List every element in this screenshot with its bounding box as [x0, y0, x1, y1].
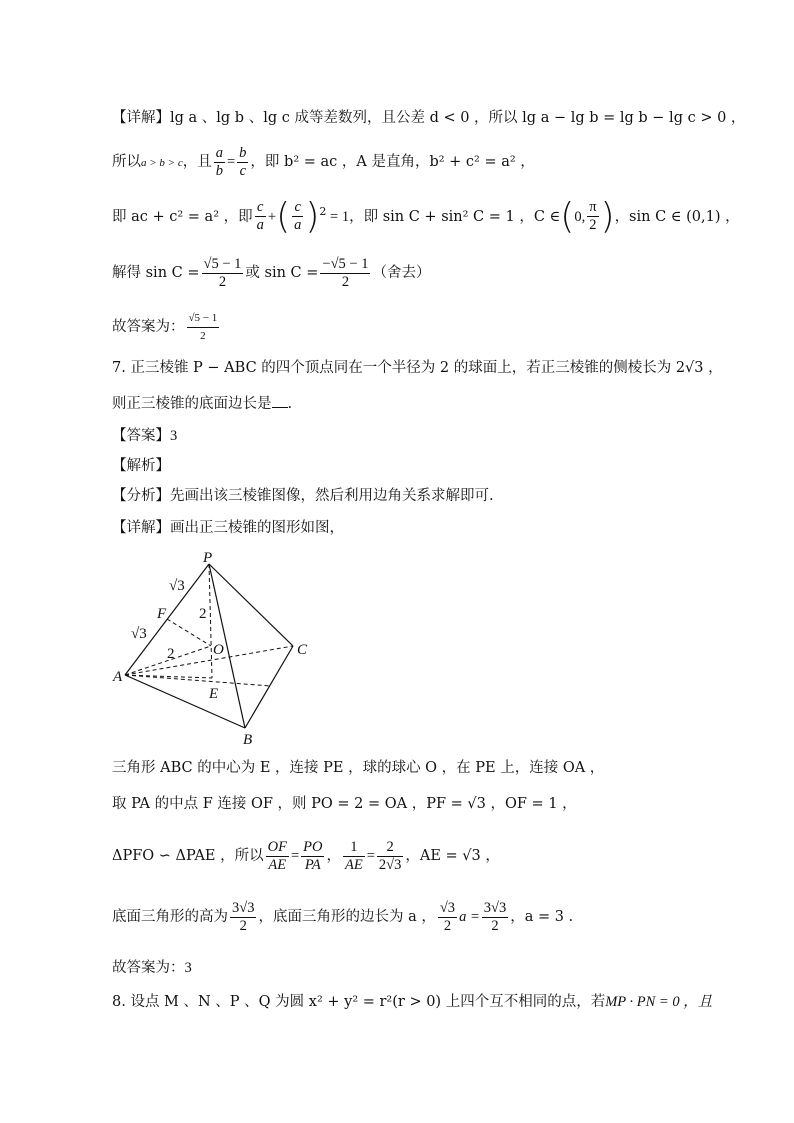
denominator: a — [294, 217, 302, 234]
edge-BC — [245, 646, 293, 728]
solution-text: ΔPFO ∽ ΔPAE ，所以 — [112, 848, 264, 864]
fraction-PO-over-PA — [301, 839, 324, 874]
text-segment: 或 sin C = — [245, 265, 319, 281]
detail-7-line — [112, 518, 344, 538]
answer-blank — [272, 395, 288, 408]
line-AE-hidden — [125, 675, 212, 678]
fraction-c-over-a — [255, 199, 266, 234]
fraction-b-over-c — [237, 145, 248, 180]
solution-line-1 — [112, 758, 604, 778]
denominator-root: √3 — [386, 856, 402, 873]
detail-line-4 — [112, 252, 430, 294]
text-segment: ，即 b² = ac ，A 是直角，b² + c² = a² ， — [250, 154, 535, 170]
detail-text: 画出正三棱锥的图形如图， — [170, 520, 344, 536]
numerator: c — [292, 199, 303, 217]
numerator: π — [589, 199, 597, 216]
numerator-root: √5 — [203, 255, 219, 272]
fraction-1-over-AE — [343, 839, 365, 874]
text-segment: 解得 sin C = — [112, 265, 200, 281]
denominator: 2 — [218, 273, 227, 290]
edge-AB — [125, 675, 245, 728]
length-FA: √3 — [131, 626, 147, 642]
numerator-root: −√5 — [322, 255, 346, 272]
numerator-root: √3 — [490, 899, 507, 916]
solution-line-4 — [112, 896, 573, 938]
interval-start: 0, — [574, 208, 586, 225]
answer-label: 故答案为： — [112, 319, 185, 335]
fraction-3root3-over-2 — [230, 900, 256, 935]
answer-value: 3 — [170, 428, 178, 444]
fraction-root3-over-2 — [438, 900, 457, 935]
numerator-root: √3 — [239, 899, 255, 916]
fraction-OF-over-AE — [266, 839, 289, 874]
solution-text: ，a = 3 . — [510, 909, 574, 925]
denominator: AE — [268, 856, 287, 873]
label-P: P — [203, 550, 213, 566]
solution-line-2 — [112, 794, 577, 814]
denominator: 2 — [589, 217, 597, 234]
fraction-2-over-2root3 — [377, 839, 403, 874]
label-O: O — [213, 642, 224, 658]
solution-text: ，底面三角形的边长为 a ， — [258, 909, 436, 925]
fraction-a-over-b — [214, 145, 225, 180]
solution-line-3: ΔPFO ∽ ΔPAE ，所以 $\frac{OF}{AE}$ = $\frac{PO}{PA}$ ， $\frac{1}{AE}$ = $\frac{2}{2√3}$ ，AE = √3 ， — [112, 838, 500, 873]
label-E: E — [209, 686, 219, 702]
denominator: PA — [304, 856, 321, 873]
label-A: A — [113, 669, 123, 685]
edge-PC — [209, 564, 293, 646]
denominator-coef: 2 — [378, 856, 387, 873]
separator: ， — [326, 848, 341, 864]
numerator: 1 — [343, 839, 365, 857]
question-7-line-1 — [112, 358, 723, 378]
numerator-coef: 3 — [483, 899, 491, 916]
answer-value: 3 — [184, 960, 192, 976]
solution-text: 底面三角形的高为 — [112, 909, 228, 925]
text-segment: 所以 — [112, 154, 141, 170]
numerator: PO — [303, 838, 323, 855]
vector-condition: MP · PN = 0 ，且 — [605, 994, 713, 1010]
detail-label: 【详解】 — [112, 520, 170, 536]
solution-text: a = — [459, 909, 480, 925]
numerator: c — [255, 199, 266, 217]
length-OA: 2 — [167, 646, 175, 662]
length-PF: √3 — [169, 578, 185, 594]
question-8-line-1 — [112, 992, 712, 1012]
denominator: b — [215, 162, 223, 179]
fraction-pi-over-2 — [587, 199, 598, 234]
fraction-c-over-a-squared — [292, 199, 303, 234]
detail-line-2: 所以a > b > c，且 $\frac{a}{b}$ = $\frac{b}{c}$ ，即 b² = ac ，A 是直角，b² + c² = a² ， — [112, 144, 535, 179]
period: . — [287, 396, 293, 412]
fenxi-text: 先画出该三棱锥图像，然后利用边角关系求解即可. — [170, 488, 494, 504]
inequality: a > b > c — [141, 157, 183, 169]
edge-AC-hidden — [125, 646, 293, 675]
question-text: 则正三棱锥的底面边长是 — [112, 396, 272, 412]
numerator: b — [239, 144, 247, 161]
solution-text: 三角形 ABC 的中心为 E ，连接 PE ，球的球心 O ，在 PE 上，连接 OA ， — [112, 760, 605, 776]
question-7-line-2 — [112, 394, 292, 414]
answer-fraction — [187, 310, 220, 345]
text-segment: （舍去） — [372, 265, 431, 281]
answer-label: 【答案】 — [112, 428, 170, 444]
denominator: c — [239, 162, 247, 179]
solution-text: ，AE = √3 ， — [405, 848, 500, 864]
denominator: 2 — [341, 273, 350, 290]
denominator: 2 — [443, 917, 452, 934]
denominator: 2 — [491, 917, 499, 934]
solution-text: 取 PA 的中点 F 连接 OF ，则 PO = 2 = OA ，PF = √3 ，OF = 1 ， — [112, 796, 577, 812]
denominator: a — [256, 217, 264, 234]
pyramid-figure — [105, 548, 330, 748]
fraction-3root3-over-2-b — [482, 900, 508, 935]
answer-line-7b — [112, 958, 192, 978]
text-segment: ，sin C ∈ (0,1) ， — [614, 208, 740, 225]
denominator: 2 — [200, 329, 206, 342]
answer-line-7 — [112, 426, 177, 446]
detail-line-1 — [112, 108, 745, 128]
fenxi-line — [112, 486, 494, 506]
analysis-line — [112, 456, 170, 476]
numerator: √3 — [439, 899, 456, 916]
numerator: a — [215, 144, 223, 161]
length-PO: 2 — [199, 606, 207, 622]
fraction-neg-root5-minus1-over-2 — [320, 256, 370, 291]
answer-label: 故答案为： — [112, 960, 185, 976]
numerator-coef: 3 — [232, 899, 240, 916]
detail-line-3: 即 ac + c² = a² ，即 $\frac{c}{a}$ +( $\frac{c}{a}$ )$^2$ = 1，即 sin C + sin² C = 1 ，C ∈(0, $\frac{\pi}{2}$ )，sin C ∈ (0,1) ， — [112, 195, 740, 237]
label-F: F — [157, 606, 167, 622]
fenxi-label: 【分析】 — [112, 488, 170, 504]
denominator: 2 — [239, 917, 247, 934]
numerator-rest: − 1 — [218, 255, 242, 272]
question-text: 7. 正三棱锥 P − ABC 的四个顶点同在一个半径为 2 的球面上，若正三棱锥的侧棱长为 2√3 ， — [112, 360, 723, 376]
question-text: 8. 设点 M 、N 、P 、Q 为圆 x² + y² = r²(r > 0) 上四个互不相同的点，若 — [112, 994, 606, 1010]
detail-label: 【详解】 — [112, 110, 170, 126]
fraction-root5-minus1-over-2 — [202, 256, 244, 291]
detail-text: lg a 、lg b 、lg c 成等差数列，且公差 d < 0 ，所以 lg a − lg b = lg b − lg c > 0 ， — [170, 110, 746, 126]
text-segment: ，即 sin C + sin² C = 1 ，C ∈ — [349, 208, 561, 225]
label-C: C — [297, 642, 308, 658]
text-segment: ，且 — [182, 154, 212, 170]
numerator-rest: − 1 — [200, 311, 218, 324]
analysis-label: 【解析】 — [112, 458, 170, 474]
line-OF-hidden — [167, 619, 211, 646]
numerator-rest: − 1 — [345, 255, 369, 272]
numerator-root: √5 — [188, 311, 201, 324]
numerator: OF — [267, 838, 287, 855]
text-segment: 即 ac + c² = a² ，即 — [112, 208, 253, 225]
denominator: AE — [344, 856, 363, 873]
label-B: B — [243, 732, 253, 748]
answer-line-6 — [112, 308, 221, 346]
numerator: 2 — [377, 839, 403, 857]
